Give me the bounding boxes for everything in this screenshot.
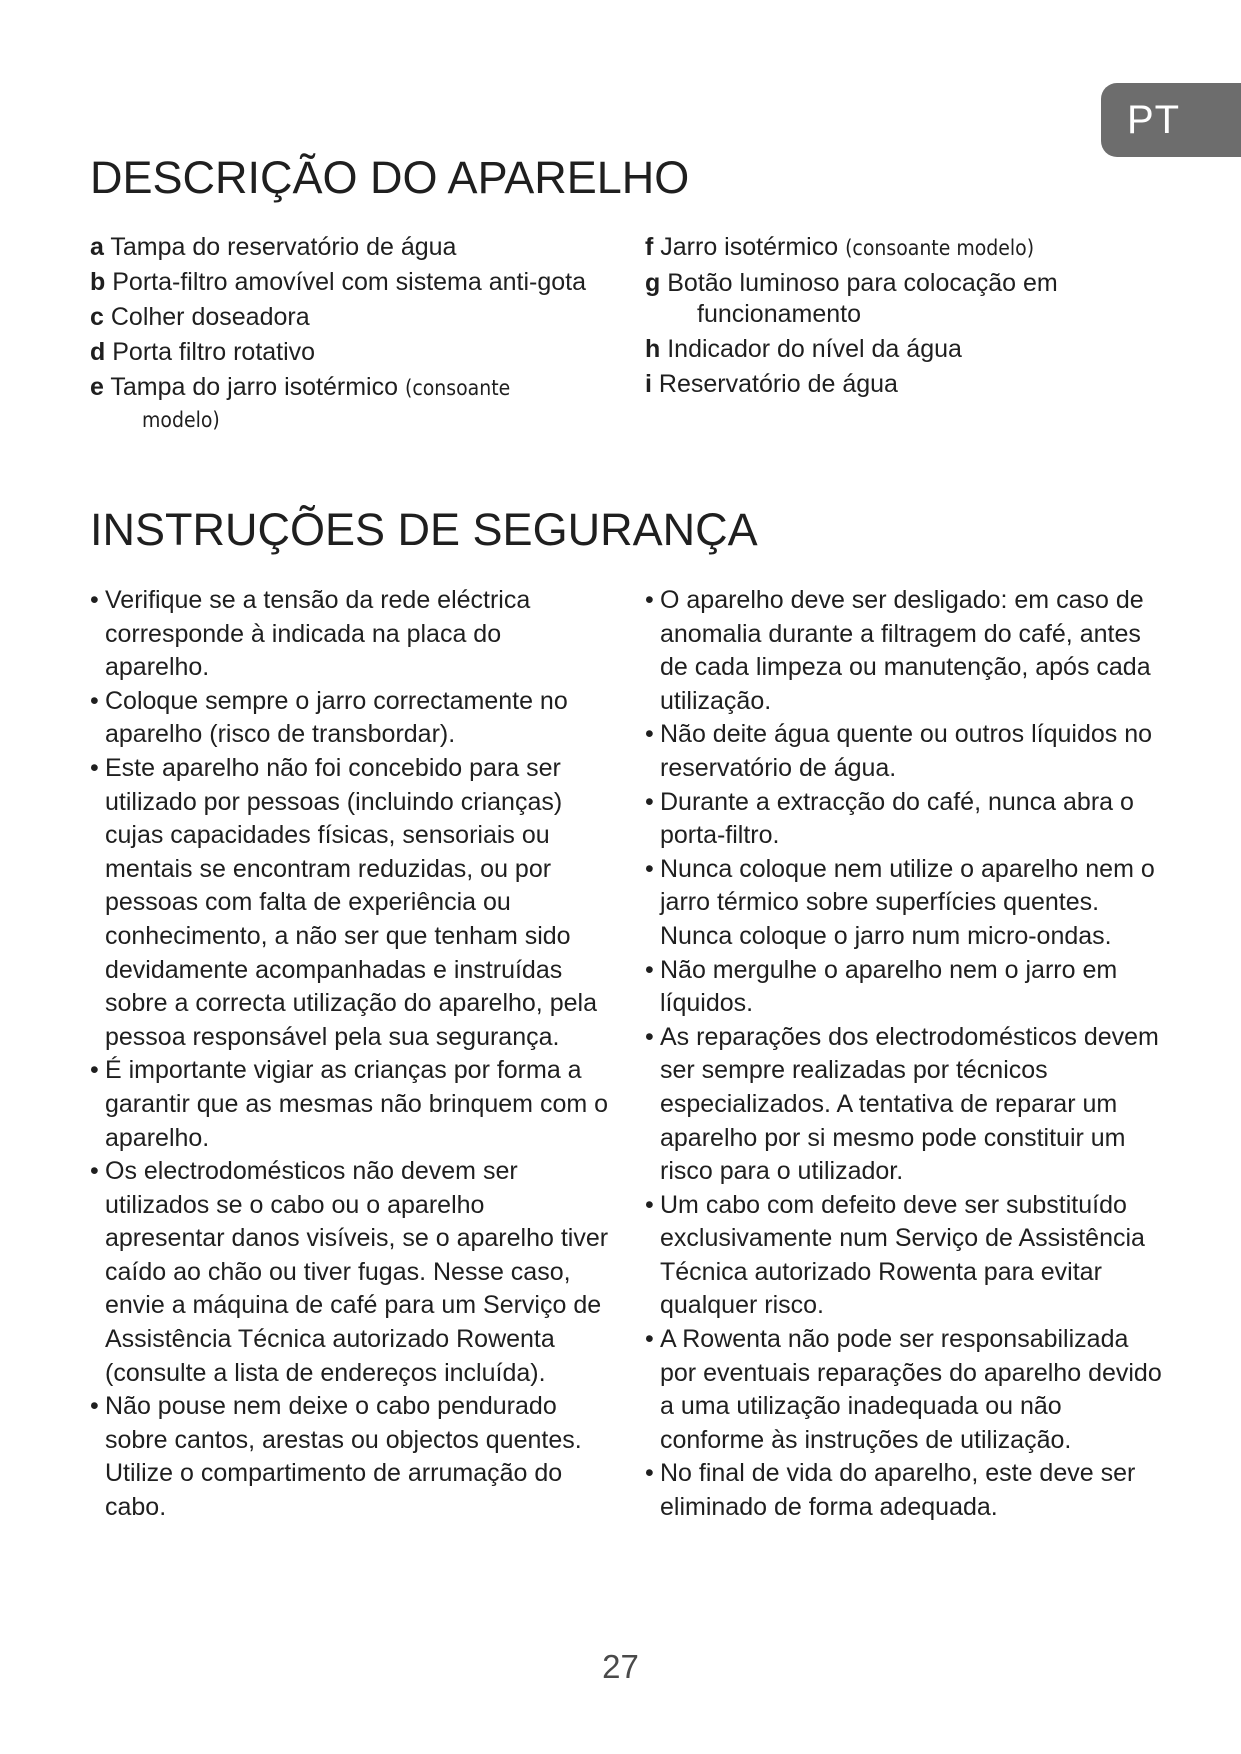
safety-text: O aparelho deve ser desligado: em caso de anomalia durante a filtragem do café, antes de cada limpeza ou manutenção, após cada utilização.: [660, 586, 1151, 715]
safety-item: [645, 786, 1165, 853]
safety-text: A Rowenta não pode ser responsabilizada por eventuais reparações do aparelho devido a uma utilização inadequada ou não conforme às instruções de utilização.: [660, 1325, 1162, 1454]
bullet: •: [90, 1056, 99, 1085]
safety-text: As reparações dos electrodomésticos devem ser sempre realizadas por técnicos especializados. A tentativa de reparar um aparelho por si mesmo pode constituir um risco para o utilizador.: [660, 1022, 1159, 1186]
part-item: [90, 372, 590, 436]
safety-item: [90, 584, 610, 685]
safety-text: No final de vida do aparelho, este deve ser eliminado de forma adequada.: [660, 1459, 1136, 1522]
part-letter: d: [90, 338, 106, 366]
parts-list-right: [645, 232, 1205, 404]
part-text: Tampa do reservatório de água: [110, 233, 457, 261]
bullet: •: [90, 1392, 99, 1421]
safety-text: Um cabo com defeito deve ser substituído exclusivamente num Serviço de Assistência Técnica autorizado Rowenta para evitar qualquer risco.: [660, 1190, 1145, 1320]
safety-item: [645, 1189, 1165, 1323]
safety-item: [90, 1054, 610, 1155]
part-text: Reservatório de água: [658, 370, 898, 398]
safety-item: [90, 1155, 610, 1390]
part-text: Tampa do jarro isotérmico: [110, 373, 399, 401]
safety-text: Não mergulhe o aparelho nem o jarro em líquidos.: [660, 955, 1118, 1018]
part-item: [90, 267, 590, 298]
part-text: Porta-filtro amovível com sistema anti-gota: [112, 268, 587, 296]
safety-text: É importante vigiar as crianças por forma a garantir que as mesmas não brinquem com o aparelho.: [105, 1056, 609, 1152]
part-text: Colher doseadora: [110, 303, 310, 331]
safety-item: [645, 1323, 1165, 1457]
part-note: (consoante modelo): [142, 376, 511, 432]
bullet: •: [645, 1022, 654, 1051]
safety-item: [645, 584, 1165, 718]
parts-list-left: [90, 232, 590, 440]
bullet: •: [90, 1157, 99, 1186]
bullet: •: [90, 686, 99, 715]
part-item: [645, 268, 1205, 330]
safety-list-right: [645, 584, 1165, 1525]
part-text: Botão luminoso para colocação em funcionamento: [667, 269, 1058, 328]
part-note: (consoante modelo): [845, 236, 1035, 260]
part-letter: f: [645, 233, 654, 261]
bullet: •: [90, 586, 99, 614]
safety-item: [90, 752, 610, 1054]
bullet: •: [645, 955, 654, 984]
bullet: •: [645, 1190, 654, 1219]
part-letter: i: [645, 370, 652, 398]
part-item: [90, 337, 590, 368]
bullet: •: [645, 1325, 654, 1354]
bullet: •: [645, 854, 654, 883]
language-tab: PT: [1101, 83, 1241, 157]
part-letter: g: [645, 269, 661, 297]
bullet: •: [90, 753, 99, 782]
safety-item: [645, 1021, 1165, 1189]
part-letter: a: [90, 233, 104, 261]
part-letter: b: [90, 268, 106, 296]
safety-item: [90, 1390, 610, 1524]
safety-text: Verifique se a tensão da rede eléctrica corresponde à indicada na placa do aparelho.: [105, 586, 531, 682]
safety-text: Este aparelho não foi concebido para ser utilizado por pessoas (incluindo crianças) cujas capacidades físicas, sensoriais ou mentais se encontram reduzidas, ou por pessoas com falta de experiência ou conhecimento, a não ser que tenham sido devidamente acompanhadas e instruídas sobre a correcta utilização do aparelho, pela pessoa responsável pela sua segurança.: [105, 753, 597, 1051]
bullet: •: [645, 720, 654, 749]
part-text: Indicador do nível da água: [667, 335, 962, 363]
safety-list-left: [90, 584, 610, 1525]
page-number: 27: [602, 1648, 639, 1685]
safety-item: [645, 954, 1165, 1021]
safety-text: Nunca coloque nem utilize o aparelho nem o jarro térmico sobre superfícies quentes. Nunca coloque o jarro num micro-ondas.: [660, 854, 1155, 950]
bullet: •: [645, 1459, 654, 1488]
description-title: DESCRIÇÃO DO APARELHO: [90, 152, 690, 203]
part-item: [645, 334, 1205, 365]
part-letter: c: [90, 303, 104, 331]
safety-text: Durante a extracção do café, nunca abra o porta-filtro.: [660, 787, 1134, 850]
part-letter: e: [90, 373, 104, 401]
safety-item: [90, 685, 610, 752]
part-item: [645, 369, 1205, 400]
part-item: [90, 232, 590, 263]
safety-text: Não deite água quente ou outros líquidos no reservatório de água.: [660, 720, 1153, 782]
safety-text: Coloque sempre o jarro correctamente no aparelho (risco de transbordar).: [105, 686, 568, 749]
part-text: Jarro isotérmico: [660, 233, 839, 261]
safety-title: INSTRUÇÕES DE SEGURANÇA: [90, 504, 758, 555]
safety-text: Os electrodomésticos não devem ser utilizados se o cabo ou o aparelho apresentar danos visíveis, se o aparelho tiver caído ao chão ou tiver fugas. Nesse caso, envie a máquina de café para um Serviço de Assistência Técnica autorizado Rowenta (consulte a lista de endereços incluída).: [105, 1157, 609, 1387]
bullet: •: [645, 787, 654, 816]
bullet: •: [645, 586, 654, 614]
part-text: Porta filtro rotativo: [112, 338, 316, 366]
safety-item: [645, 718, 1165, 785]
safety-item: [645, 853, 1165, 954]
safety-item: [645, 1457, 1165, 1524]
part-letter: h: [645, 335, 661, 363]
part-item: [90, 302, 590, 333]
part-item: [645, 232, 1205, 264]
safety-text: Não pouse nem deixe o cabo pendurado sobre cantos, arestas ou objectos quentes. Utilize o compartimento de arrumação do cabo.: [105, 1392, 582, 1522]
